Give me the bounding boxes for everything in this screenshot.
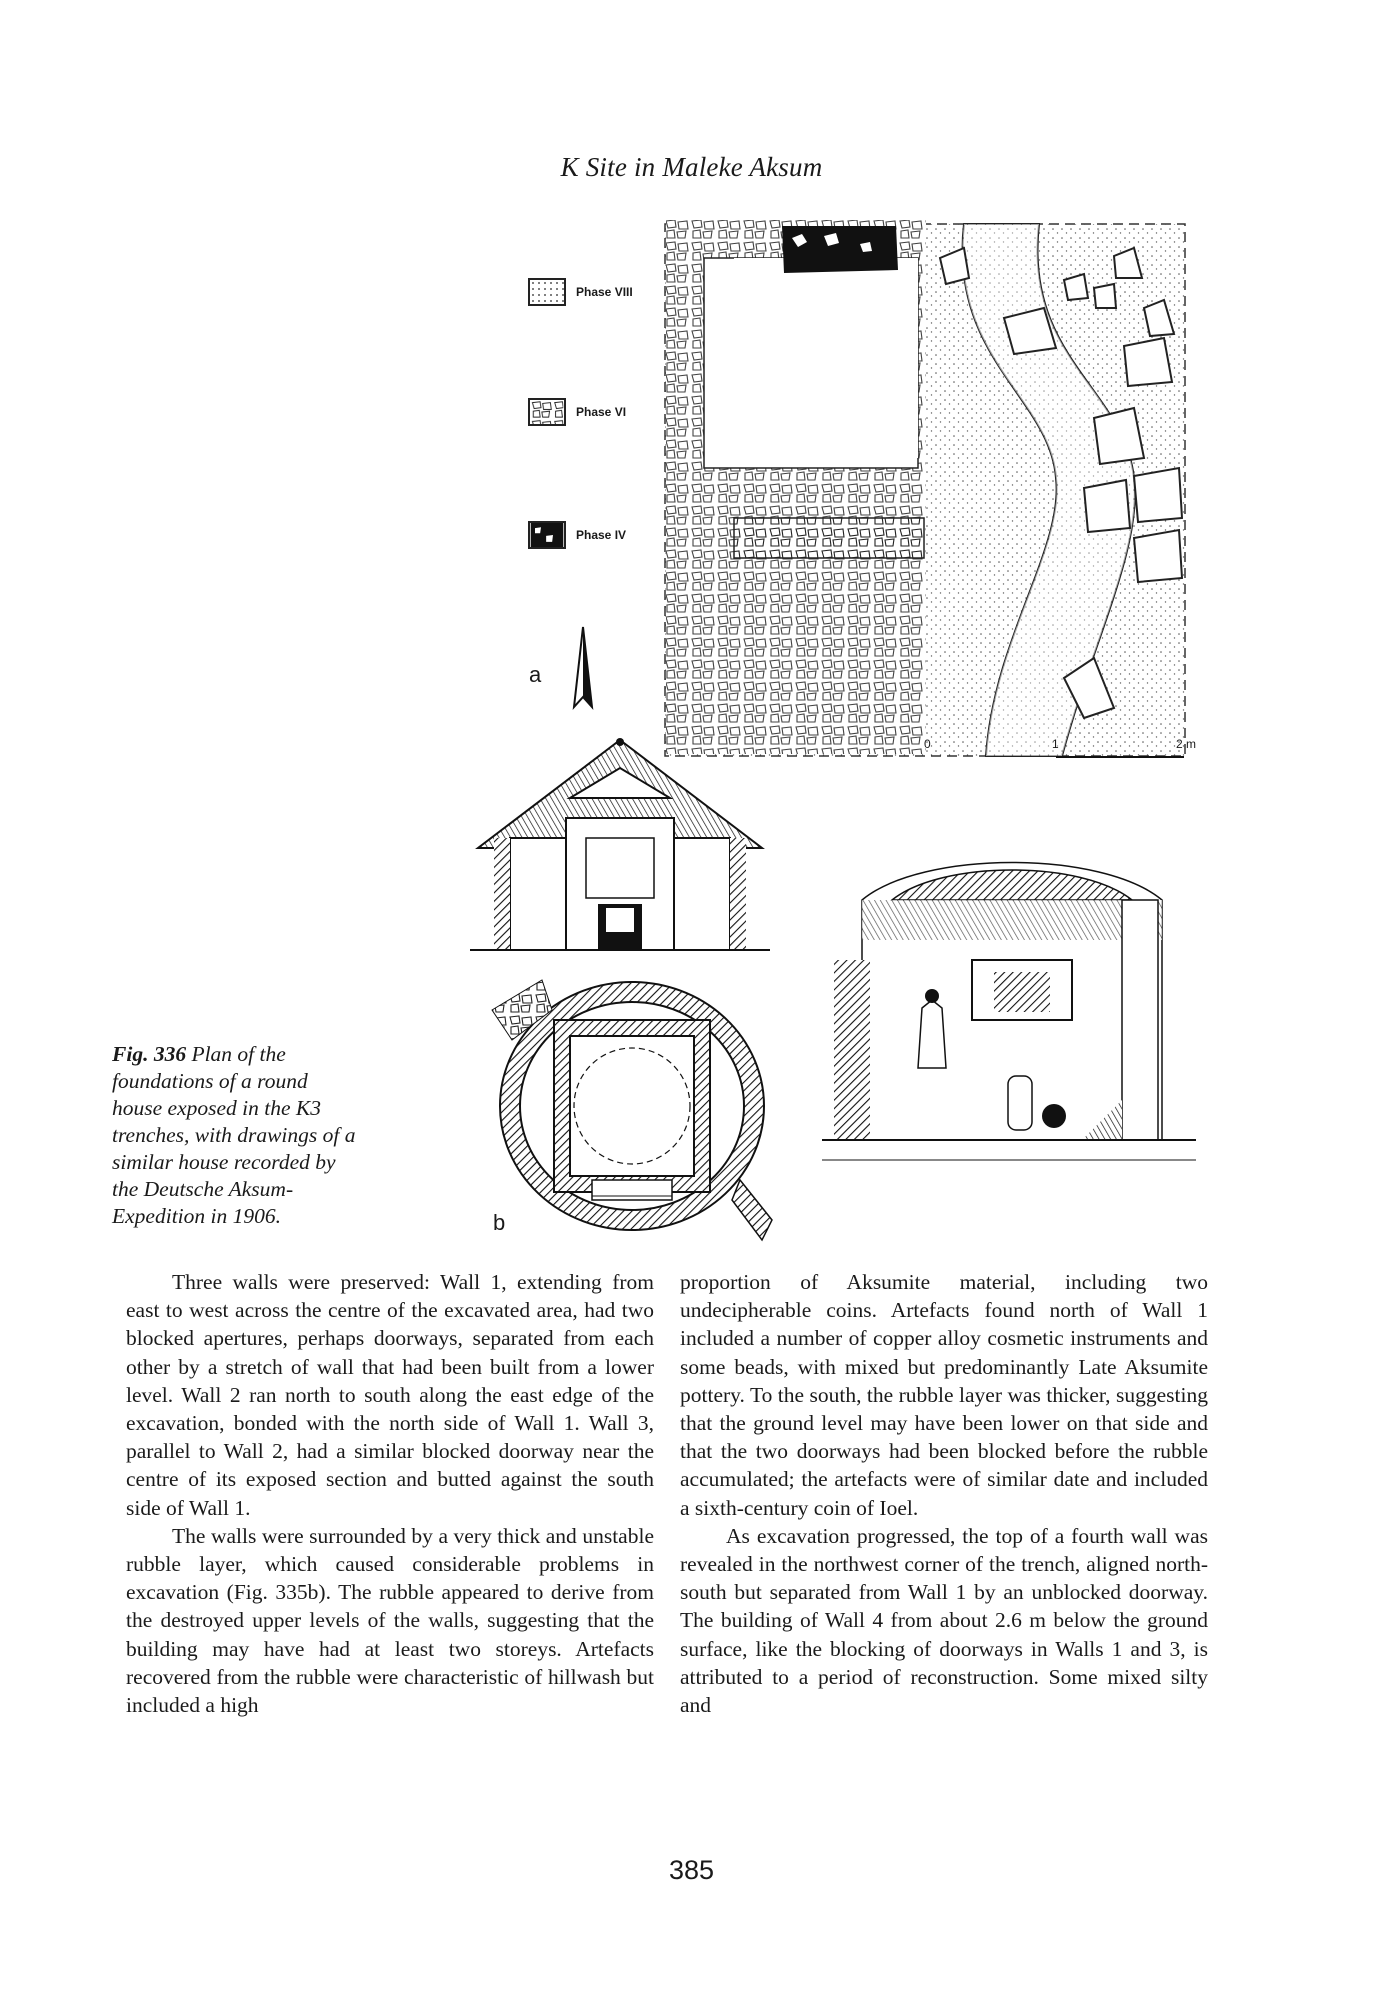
scale-start: 0 [924,737,931,751]
caption-figure-number: Fig. 336 [112,1042,187,1066]
paragraph: proportion of Aksumite material, including two undecipherable coins. Artefacts found north of Wall 1 included a number of copper alloy cosmetic instruments and some beads, with mixed but predominantly Late Aksumite pottery. To the south, the rubble layer was thicker, suggesting that the ground level may have been lower on that side and that the two doorways had been blocked before the rubble accumulated; the artefacts were of similar date and included a sixth-century coin of Ioel. [680,1270,1208,1520]
running-title: K Site in Maleke Aksum [560,152,823,182]
site-plan-drawing [664,218,1192,758]
round-house-plan-drawing [482,970,782,1252]
left-text-column [126,1268,654,1719]
stone-swatch-icon [528,398,566,426]
solid-swatch-icon [528,521,566,549]
panel-b-label: b [493,1210,506,1235]
north-arrow-icon [570,625,596,711]
right-text-column [680,1268,1208,1719]
legend-phase-viii [528,278,633,306]
caption-text: Plan of the foundations of a round house exposed in the K3 trenches, with drawings of a similar house recorded by the Deutsche Aksum-Expedition in 1906. [112,1042,356,1228]
interior-perspective-drawing [822,840,1196,1176]
page-number: 385 [668,1855,715,1885]
legend-phase-iv [528,521,626,549]
stipple-swatch-icon [528,278,566,306]
paragraph: As excavation progressed, the top of a fourth wall was revealed in the northwest corner of the trench, aligned north-south but separated from Wall 1 by an unblocked doorway. The building of Wall 4 from about 2.6 m below the ground surface, like the blocking of doorways in Walls 1 and 3, is attributed to a period of reconstruction. Some mixed silty and [680,1523,1208,1718]
legend-label: Phase IV [576,528,627,542]
legend-label: Phase VI [576,405,627,419]
figure-caption [112,1041,362,1230]
paragraph: The walls were surrounded by a very thick and unstable rubble layer, which caused considerable problems in excavation (Fig. 335b). The rubble appeared to derive from the destroyed upper levels of the walls, suggesting that the building may have had at least two storeys. Artefacts recovered from the rubble were characteristic of hillwash but included a high [126,1523,654,1718]
scale-end: 2 m [1176,737,1197,751]
paragraph: Three walls were preserved: Wall 1, extending from east to west across the centre of the excavated area, had two blocked apertures, perhaps doorways, separated from each other by a stretch of wall that had been built from a lower level. Wall 2 ran north to south along the east edge of the excavation, bonded with the north side of Wall 1. Wall 3, parallel to Wall 2, had a similar blocked doorway near the centre of its exposed section and butted against the south side of Wall 1. [126,1270,654,1520]
legend-label: Phase VIII [576,285,633,299]
legend-phase-vi [528,398,626,426]
panel-a-label: a [529,662,542,687]
scale-mid: 1 [1052,737,1059,751]
house-elevation-drawing [470,738,770,954]
